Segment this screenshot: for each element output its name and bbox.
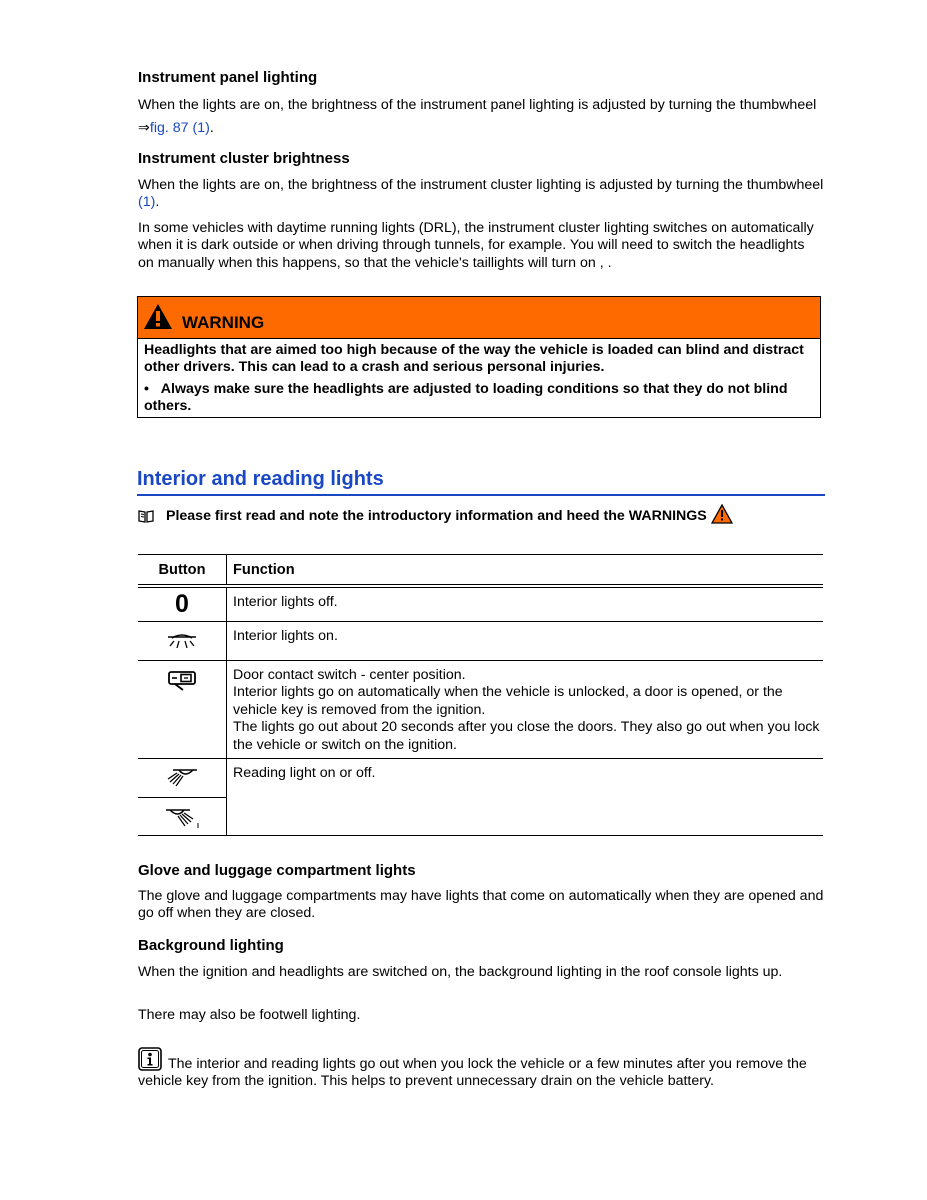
table-row: [138, 661, 823, 759]
fig-87-link[interactable]: fig. 87 (1): [149, 120, 210, 136]
intro-note: [138, 508, 733, 524]
reading-light-left-cell: [138, 759, 226, 797]
function-cell: Reading light on or off.: [233, 765, 376, 781]
warning-text: Headlights that are aimed too high because of the way the vehicle is loaded can blind and distract other drivers. This can lead to a crash and serious personal injuries.: [144, 342, 804, 376]
reading-light-right-icon: [164, 806, 200, 830]
thumbwheel-1-link[interactable]: (1): [138, 194, 156, 211]
button-cell: [138, 661, 227, 758]
section-title-interior-reading-lights: Interior and reading lights: [137, 468, 825, 496]
info-note: [138, 1047, 824, 1091]
door-contact-line-1: Door contact switch - center position.: [233, 667, 466, 683]
intro-text: Please first read and note the introductory information and heed the WARNINGS: [166, 508, 707, 524]
reading-light-left-icon: [165, 766, 199, 788]
zero-symbol-icon: 0: [175, 590, 189, 618]
info-icon: [138, 1047, 162, 1071]
warning-bullet: [144, 381, 814, 416]
paragraph-instrument-panel-lighting: [138, 94, 824, 140]
bullet-mark: •: [144, 380, 149, 397]
button-cell: [138, 622, 227, 660]
reading-light-right-cell: [138, 797, 226, 835]
warning-title: WARNING: [182, 312, 265, 332]
paragraph-text: When the lights are on, the brightness of the instrument cluster lighting is adjusted by turning the thumbwheel: [138, 177, 824, 193]
paragraph-background-1: When the ignition and headlights are switched on, the background lighting in the roof console lights up.: [138, 964, 783, 980]
paragraph-text: When the lights are on, the brightness of the instrument panel lighting is adjusted by turning the thumbwheel: [138, 97, 817, 113]
table-row: [138, 588, 823, 622]
warning-header: [138, 297, 820, 339]
door-contact-icon: [166, 670, 198, 692]
function-cell: Interior lights off.: [233, 594, 338, 610]
interior-light-on-icon: [166, 633, 198, 651]
ref-arrow: ⇒: [138, 120, 150, 136]
heading-instrument-cluster-brightness: Instrument cluster brightness: [138, 150, 350, 167]
function-cell: Interior lights on.: [233, 628, 338, 644]
paragraph-cluster-brightness: [138, 177, 824, 212]
warning-triangle-icon: [143, 303, 173, 330]
table-row: [138, 622, 823, 661]
button-cell: [138, 588, 227, 621]
paragraph-background-2: There may also be footwell lighting.: [138, 1007, 361, 1023]
header-button: Button: [138, 555, 227, 584]
warning-bullet-text: Always make sure the headlights are adjusted to loading conditions so that they do not blind others.: [144, 380, 788, 415]
heading-glove-luggage-lights: Glove and luggage compartment lights: [138, 862, 416, 879]
warning-box: [137, 296, 821, 418]
paragraph-glove-luggage: The glove and luggage compartments may have lights that come on automatically when they are opened and go off when they are closed.: [138, 888, 824, 922]
table-row: [138, 759, 823, 836]
table-header: [138, 555, 823, 588]
heading-background-lighting: Background lighting: [138, 937, 284, 954]
info-note-text: The interior and reading lights go out when you lock the vehicle or a few minutes after you remove the vehicle key from the ignition. This helps to prevent unnecessary drain on the vehicle battery.: [138, 1056, 807, 1090]
button-function-table: [138, 554, 823, 836]
door-contact-line-3: The lights go out about 20 seconds after you close the doors. They also go out when you lock the vehicle or switch on the ignition.: [233, 719, 820, 753]
book-icon: [138, 509, 154, 523]
paragraph-drl: In some vehicles with daytime running lights (DRL), the instrument cluster lighting switches on automatically when it is dark outside or when driving through tunnels, for example. You will need to switch the headlights on manually when this happens, so that the vehicle's taillights will turn on , .: [138, 220, 814, 271]
period: .: [155, 194, 160, 211]
header-function: Function: [233, 561, 295, 578]
warning-body: [138, 339, 820, 416]
heading-instrument-panel-lighting: Instrument panel lighting: [138, 69, 318, 86]
door-contact-line-2: Interior lights go on automatically when the vehicle is unlocked, a door is opened, or the vehicle key is removed from the ignition.: [233, 684, 783, 718]
period: .: [209, 120, 214, 136]
warning-reference-icon[interactable]: [711, 504, 733, 524]
button-cell: [138, 759, 227, 835]
function-cell: [227, 661, 823, 758]
